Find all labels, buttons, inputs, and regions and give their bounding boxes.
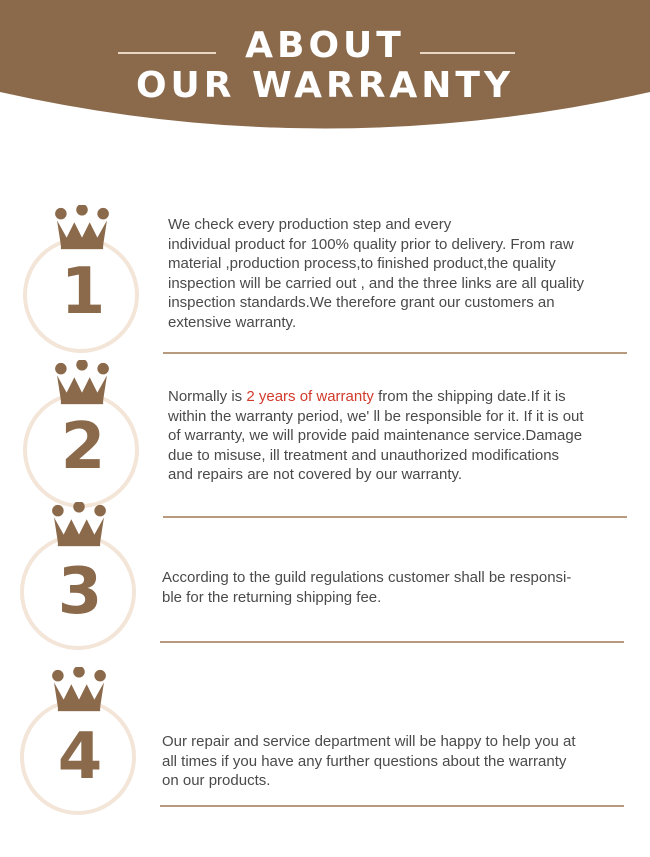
text-line: Normally is 2 years of warranty from the shipping date.If it is: [168, 388, 566, 405]
crown-icon: [52, 502, 106, 546]
text-line: individual product for 100% quality prior to delivery. From raw: [168, 235, 574, 253]
item-divider: [163, 352, 627, 354]
badge-2: [23, 360, 143, 510]
item-number: 4: [57, 720, 103, 794]
text-line: on our products.: [162, 772, 271, 789]
badge-3: [20, 502, 140, 652]
text-line: extensive warranty.: [168, 313, 297, 331]
text-line: According to the guild regulations customer shall be responsi-: [162, 569, 572, 586]
text-line: material ,production process,to finished product,the quality: [168, 255, 556, 272]
text-line: We check every production step and every: [168, 216, 452, 233]
text-line: ble for the returning shipping fee.: [162, 588, 382, 606]
badge-1: [23, 205, 143, 355]
item-text: [168, 215, 618, 332]
crown-icon: [52, 667, 106, 711]
item-text: [168, 387, 618, 485]
page-title-line1: ABOUT: [245, 25, 405, 66]
text-line: due to misuse, ill treatment and unauthorized modifications: [168, 446, 560, 464]
badge-4: [20, 667, 140, 817]
crown-icon: [55, 360, 109, 404]
text-line: of warranty, we will provide paid maintenance service.Damage: [168, 427, 583, 444]
text-line: inspection will be carried out , and the three links are all quality: [168, 274, 585, 292]
text-line: within the warranty period, we' ll be responsible for it. If it is out: [168, 407, 584, 425]
warranty-highlight: 2 years of warranty: [246, 388, 374, 405]
warranty-header: [0, 0, 650, 140]
text-line: and repairs are not covered by our warranty.: [168, 466, 463, 483]
item-number: 3: [57, 555, 103, 629]
text-line: all times if you have any further questions about the warranty: [162, 752, 567, 770]
item-divider: [163, 516, 627, 518]
text-line: Our repair and service department will be happy to help you at: [162, 733, 576, 750]
item-divider: [160, 805, 624, 807]
item-divider: [160, 641, 624, 643]
item-text: [162, 568, 622, 607]
item-number: 2: [60, 410, 106, 484]
item-text: [162, 732, 622, 791]
item-number: 1: [60, 255, 106, 329]
text-line: inspection standards.We therefore grant our customers an: [168, 294, 555, 311]
page-title-line2: OUR WARRANTY: [135, 65, 515, 106]
crown-icon: [55, 205, 109, 249]
